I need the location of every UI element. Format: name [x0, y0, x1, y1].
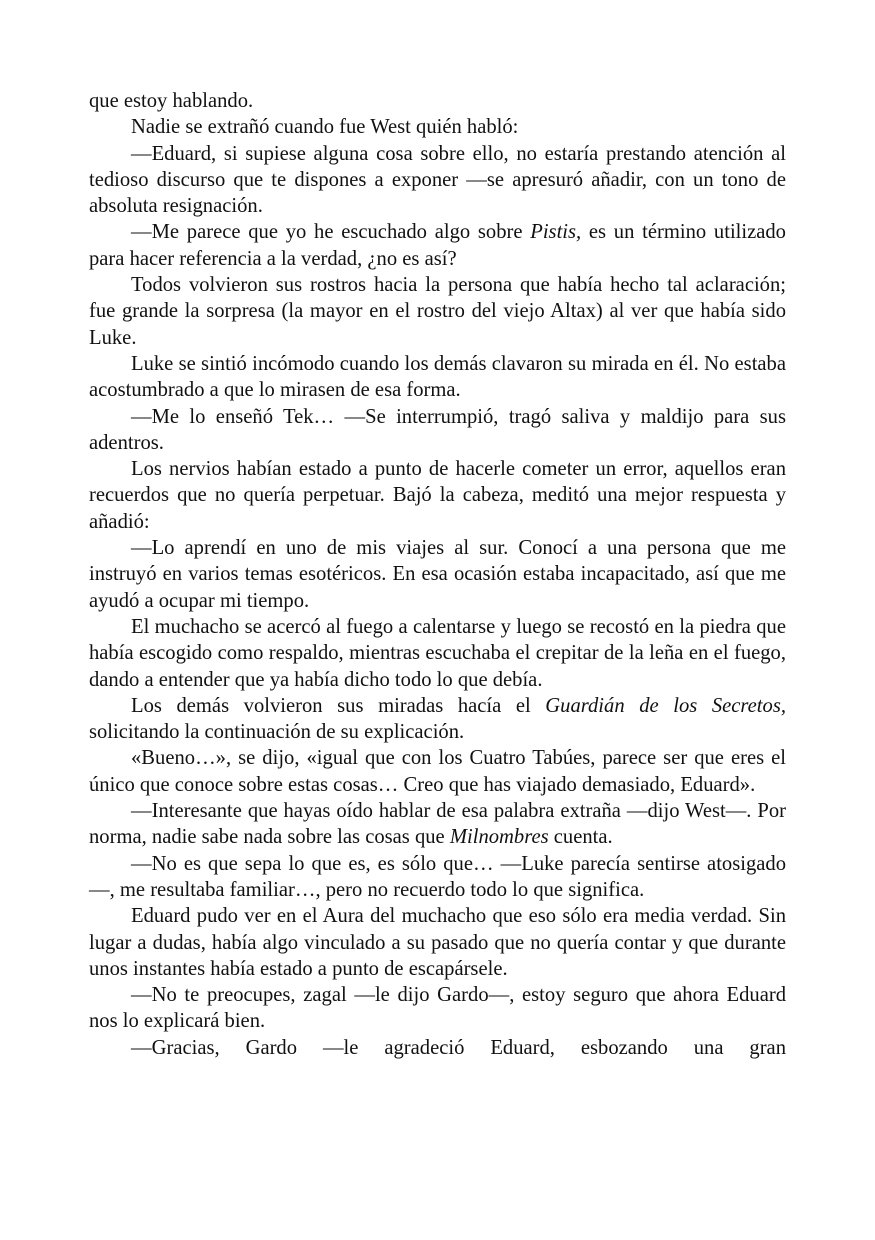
- text-run: que estoy hablando.: [89, 90, 254, 112]
- italic-text: Milnombres: [449, 826, 549, 849]
- text-run: solicitando la continuación de su explicación.: [89, 721, 465, 744]
- paragraph: [89, 693, 786, 746]
- paragraph: [89, 456, 786, 535]
- text-run: Los nervios habían estado a punto de hacerle cometer un error, aquellos eran recuerdos que no quería perpetuar. Bajó la cabeza, meditó una mejor respuesta y añadió:: [89, 458, 786, 533]
- text-run: Los demás volvieron sus miradas hacía el: [131, 694, 546, 717]
- text-run: —Interesante que hayas oído hablar de esa palabra extraña —dijo West—. Por norma, nadie sabe nada sobre las cosas que: [89, 800, 786, 849]
- paragraph: [89, 404, 786, 457]
- text-run: —Me parece que yo he escuchado algo sobre: [131, 221, 531, 244]
- text-run: cuenta.: [548, 826, 613, 849]
- paragraph: [89, 1035, 786, 1061]
- text-run: —No es que sepa lo que es, es sólo que… —Luke parecía sentirse atosigado—, me resultaba familiar…, pero no recuerdo todo lo que significa.: [89, 852, 786, 901]
- paragraph: [89, 614, 786, 693]
- text-run: —Me lo enseñó Tek… —Se interrumpió, tragó saliva y maldijo para sus adentros.: [89, 405, 786, 454]
- italic-text: Guardián de los Secretos,: [545, 694, 786, 717]
- text-run: Nadie se extrañó cuando fue West quién habló:: [131, 116, 519, 139]
- paragraph: [89, 982, 786, 1035]
- paragraph: [89, 745, 786, 798]
- italic-text: Pistis,: [530, 221, 582, 244]
- paragraph: [89, 851, 786, 904]
- paragraph: [89, 272, 786, 351]
- text-run: El muchacho se acercó al fuego a calentarse y luego se recostó en la piedra que había escogido como respaldo, mientras escuchaba el crepitar de la leña en el fuego, dando a entender que ya había dicho todo lo que debía.: [89, 615, 786, 691]
- text-run: Eduard pudo ver en el Aura del muchacho que eso sólo era media verdad. Sin lugar a dudas, había algo vinculado a su pasado que no quería contar y que durante unos instantes había estado a punto de escapársele.: [89, 905, 786, 980]
- text-run: es un término utilizado para hacer referencia a la verdad, ¿no es así?: [89, 221, 786, 270]
- paragraph: [89, 903, 786, 982]
- text-run: «Bueno…», se dijo, «igual que con los Cuatro Tabúes, parece ser que eres el único que conoce sobre estas cosas… Creo que has viajado demasiado, Eduard».: [89, 747, 786, 796]
- paragraph: [89, 798, 786, 851]
- text-run: —Lo aprendí en uno de mis viajes al sur. Conocí a una persona que me instruyó en varios temas esotéricos. En esa ocasión estaba incapacitado, así que me ayudó a ocupar mi tiempo.: [89, 537, 786, 612]
- paragraph: [89, 219, 786, 272]
- text-run: —Gracias, Gardo —le agradeció Eduard, esbozando una gran: [131, 1036, 786, 1059]
- text-run: Luke se sintió incómodo cuando los demás clavaron su mirada en él. No estaba acostumbrado a que lo mirasen de esa forma.: [89, 352, 786, 402]
- paragraph: [89, 535, 786, 614]
- text-run: —Eduard, si supiese alguna cosa sobre ello, no estaría prestando atención al tedioso discurso que te dispones a exponer —se apresuró añadir, con un tono de absoluta resignación.: [89, 142, 786, 218]
- text-run: —No te preocupes, zagal —le dijo Gardo—, estoy seguro que ahora Eduard nos lo explicará bien.: [89, 984, 786, 1033]
- document-page: [89, 88, 786, 1061]
- text-run: Todos volvieron sus rostros hacia la persona que había hecho tal aclaración; fue grande la sorpresa (la mayor en el rostro del viejo Altax) al ver que había sido Luke.: [89, 274, 786, 349]
- paragraph: [89, 351, 786, 404]
- paragraph: [89, 114, 786, 140]
- paragraph: [89, 88, 786, 114]
- paragraph: [89, 141, 786, 220]
